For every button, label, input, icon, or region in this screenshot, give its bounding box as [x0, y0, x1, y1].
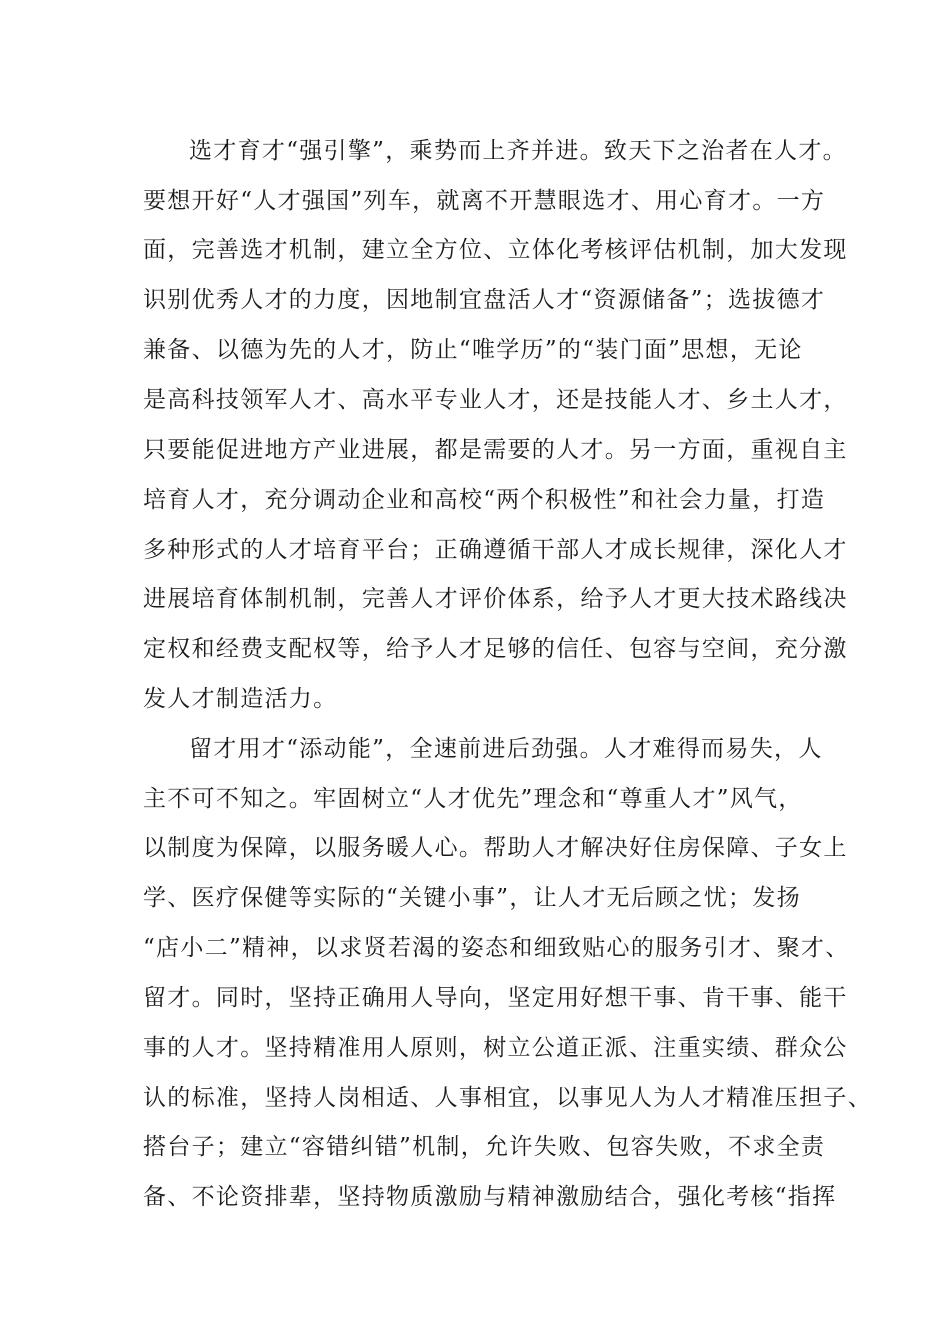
- paragraph-line: 要想开好“人才强国”列车，就离不开慧眼选才、用心育才。一方: [143, 188, 826, 214]
- paragraph-line: 事的人才。坚持精准用人原则，树立公道正派、注重实绩、群众公: [143, 1035, 848, 1061]
- paragraph-line: 留才用才“添动能”，全速前进后劲强。人才难得而易失，人: [189, 736, 823, 762]
- paragraph-line: 备、不论资排辈，坚持物质激励与精神激励结合，强化考核“指挥: [143, 1184, 837, 1210]
- paragraph-line: 多种形式的人才培育平台；正确遵循干部人才成长规律，深化人才: [143, 537, 848, 563]
- paragraph-line: 识别优秀人才的力度，因地制宜盘活人才“资源储备”；选拔德才: [143, 287, 826, 313]
- paragraph-line: 进展培育体制机制，完善人才评价体系，给予人才更大技术路线决: [143, 586, 848, 612]
- paragraph-line: 搭台子；建立“容错纠错”机制，允许失败、包容失败，不求全责: [143, 1134, 826, 1160]
- paragraph-line: 发人才制造活力。: [143, 686, 338, 712]
- paragraph-line: 定权和经费支配权等，给予人才足够的信任、包容与空间，充分激: [143, 636, 848, 662]
- paragraph-line: “店小二”精神，以求贤若渴的姿态和细致贴心的服务引才、聚才、: [143, 935, 850, 961]
- paragraph-line: 主不可不知之。牢固树立“人才优先”理念和“尊重人才”风气，: [143, 786, 803, 812]
- paragraph-line: 只要能促进地方产业进展，都是需要的人才。另一方面，重视自主: [143, 437, 848, 463]
- paragraph-line: 面，完善选才机制，建立全方位、立体化考核评估机制，加大发现: [143, 237, 848, 263]
- paragraph-line: 兼备、以德为先的人才，防止“唯学历”的“装门面”思想，无论: [143, 337, 803, 363]
- paragraph-line: 培育人才，充分调动企业和高校“两个积极性”和社会力量，打造: [143, 487, 826, 513]
- paragraph-line: 学、医疗保健等实际的“关键小事”，让人才无后顾之忧；发扬: [143, 885, 801, 911]
- paragraph-line: 是高科技领军人才、高水平专业人才，还是技能人才、乡土人才，: [143, 387, 848, 413]
- paragraph-line: 以制度为保障，以服务暖人心。帮助人才解决好住房保障、子女上: [143, 835, 848, 861]
- paragraph-line: 留才。同时，坚持正确用人导向，坚定用好想干事、肯干事、能干: [143, 985, 848, 1011]
- paragraph-line: 认的标准，坚持人岗相适、人事相宜，以事见人为人才精准压担子、: [143, 1085, 872, 1111]
- paragraph-line: 选才育才“强引擎”，乘势而上齐并进。致天下之治者在人才。: [189, 138, 847, 164]
